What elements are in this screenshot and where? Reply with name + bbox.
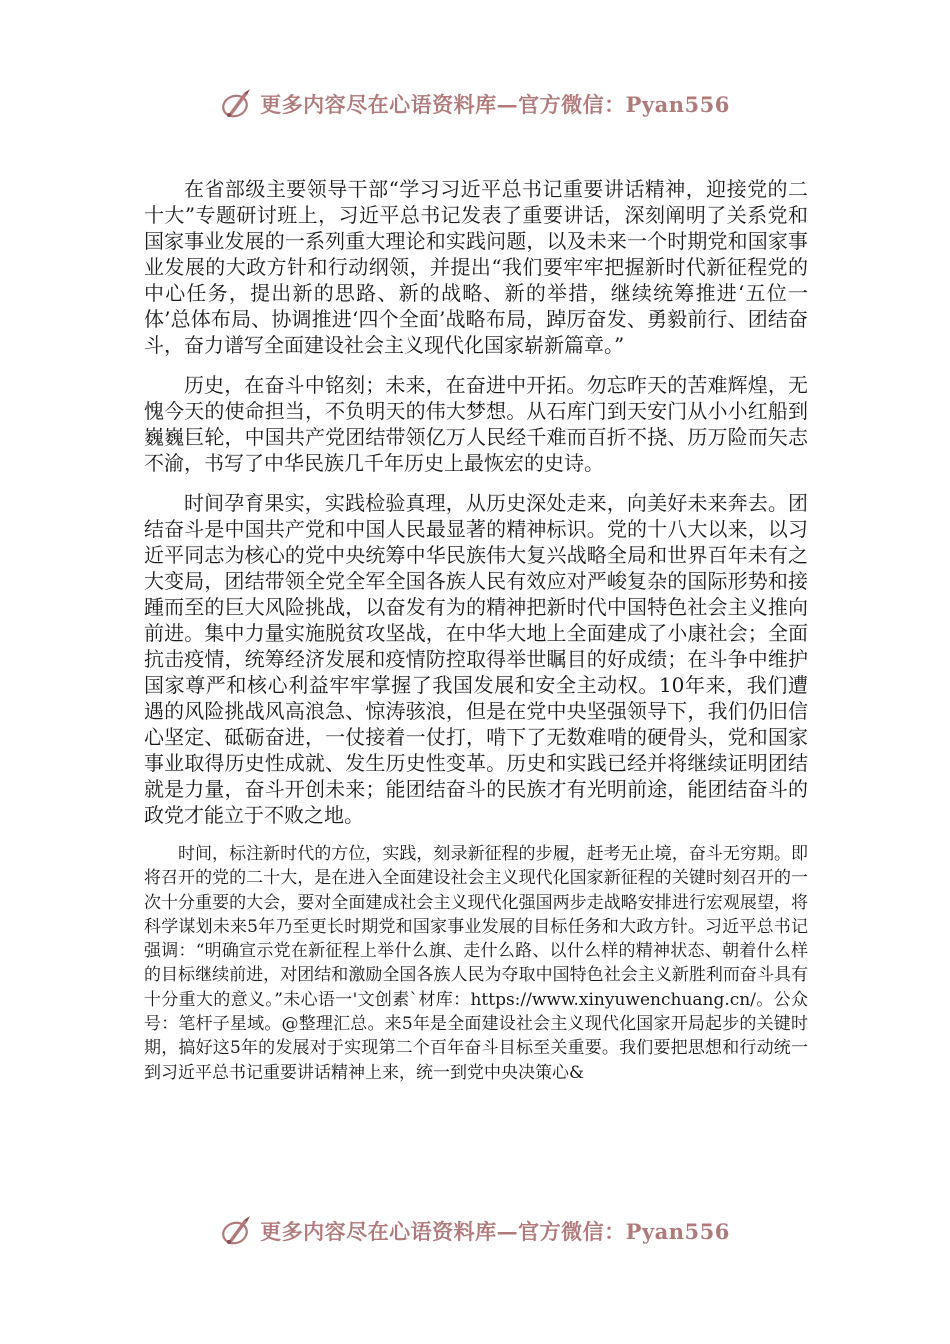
article-paragraph-4: 时间，标注新时代的方位，实践，刻录新征程的步履，赶考无止境，奋斗无穷期。即将召开的党的二十大，是在进入全面建设社会主义现代化国家新征程的关键时刻召开的一次十分重要的大会，要对全面建成社会主义现代化强国两步走战略安排进行宏观展望，将科学谋划未来5年乃至更长时期党和国家事业发展的目标任务和大政方针。习近平总书记强调：“明确宣示党在新征程上举什么旗、走什么路、以什么样的精神状态、朝着什么样的目标继续前进，对团结和激励全国各族人民为夺取中国特色社会主义新胜利而奋斗具有十分重大的意义。”未心语一'文创素`材库：https://www.xinyuwenchuang.cn/。公众号：笔杆子星域。@整理汇总。来5年是全面建设社会主义现代化国家开局起步的关键时期，搞好这5年的发展对于实现第二个百年奋斗目标至关重要。我们要把思想和行动统一到习近平总书记重要讲话精神上来，统一到党中央决策心& — [144, 844, 808, 1083]
article-body — [144, 176, 808, 1099]
footer-banner-text: 更多内容尽在心语资料库—官方微信：Pyan556 — [260, 1219, 730, 1244]
quill-pen-logo-icon — [220, 1214, 254, 1248]
footer-banner — [0, 1211, 950, 1251]
quill-pen-logo-icon — [220, 87, 254, 121]
header-banner — [0, 84, 950, 124]
article-paragraph-3: 时间孕育果实，实践检验真理，从历史深处走来，向美好未来奔去。团结奋斗是中国共产党和中国人民最显著的精神标识。党的十八大以来，以习近平同志为核心的党中央统筹中华民族伟大复兴战略全局和世界百年未有之大变局，团结带领全党全军全国各族人民有效应对严峻复杂的国际形势和接踵而至的巨大风险挑战，以奋发有为的精神把新时代中国特色社会主义推向前进。集中力量实施脱贫攻坚战，在中华大地上全面建成了小康社会；全面抗击疫情，统筹经济发展和疫情防控取得举世瞩目的好成绩；在斗争中维护国家尊严和核心利益牢牢掌握了我国发展和安全主动权。10年来，我们遭遇的风险挑战风高浪急、惊涛骇浪，但是在党中央坚强领导下，我们仍旧信心坚定、砥砺奋进，一仗接着一仗打，啃下了无数难啃的硬骨头，党和国家事业取得历史性成就、发生历史性变革。历史和实践已经并将继续证明团结就是力量，奋斗开创未来；能团结奋斗的民族才有光明前途，能团结奋斗的政党才能立于不败之地。 — [144, 491, 808, 827]
article-paragraph-2: 历史，在奋斗中铭刻；未来，在奋进中开拓。勿忘昨天的苦难辉煌，无愧今天的使命担当，不负明天的伟大梦想。从石库门到天安门从小小红船到巍巍巨轮，中国共产党团结带领亿万人民经千难而百折不挠、历万险而矢志不渝，书写了中华民族几千年历史上最恢宏的史诗。 — [144, 373, 808, 475]
article-paragraph-1: 在省部级主要领导干部“学习习近平总书记重要讲话精神，迎接党的二十大”专题研讨班上，习近平总书记发表了重要讲话，深刻阐明了关系党和国家事业发展的一系列重大理论和实践问题，以及未来一个时期党和国家事业发展的大政方针和行动纲领，并提出“我们要牢牢把握新时代新征程党的中心任务，提出新的思路、新的战略、新的举措，继续统筹推进‘五位一体’总体布局、协调推进‘四个全面’战略布局，踔厉奋发、勇毅前行、团结奋斗，奋力谱写全面建设社会主义现代化国家崭新篇章。” — [144, 177, 808, 357]
header-banner-text: 更多内容尽在心语资料库—官方微信：Pyan556 — [260, 92, 730, 117]
